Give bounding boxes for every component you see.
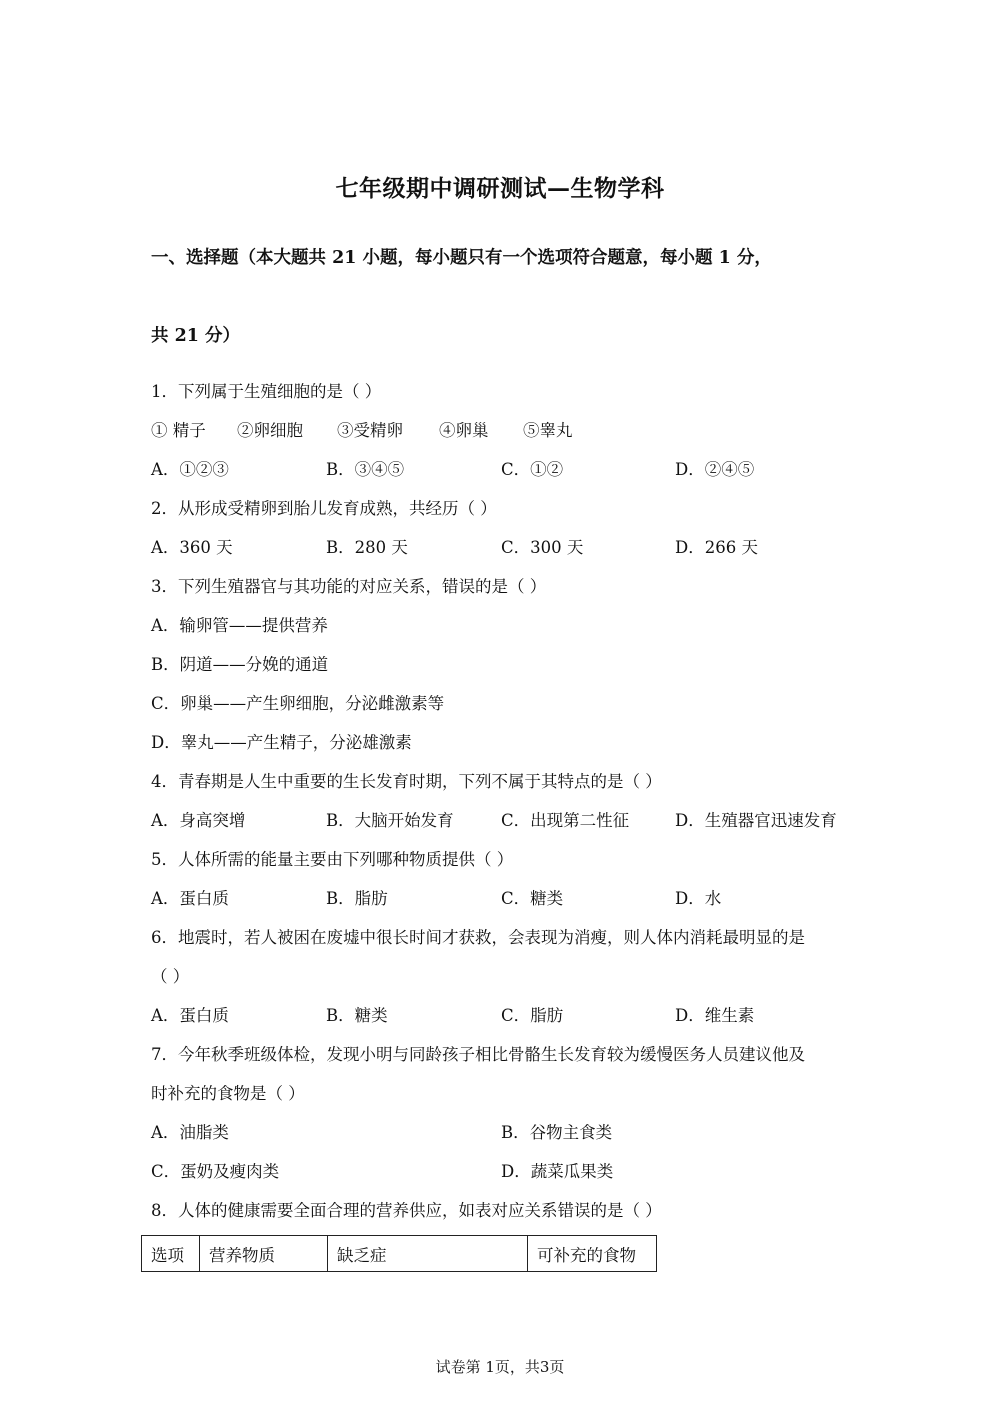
question-2-options [151, 534, 871, 558]
option-d: D．生殖器官迅速发育 [675, 811, 837, 830]
option-c: C．①② [501, 460, 564, 479]
question-6-options [151, 1002, 871, 1026]
question-4-stem: 4．青春期是人生中重要的生长发育时期，下列不属于其特点的是（ ） [151, 772, 662, 791]
option-b: B．糖类 [326, 1006, 388, 1025]
question-1-stem: 1．下列属于生殖细胞的是（ ） [151, 382, 382, 401]
option-c: C．脂肪 [501, 1006, 564, 1025]
question-6-stem-cont: （ ） [151, 967, 190, 986]
question-1-options [151, 456, 871, 480]
option-b: B．谷物主食类 [501, 1123, 613, 1142]
question-8-stem: 8．人体的健康需要全面合理的营养供应，如表对应关系错误的是（ ） [151, 1201, 662, 1220]
option-d: D．睾丸——产生精子，分泌雄激素 [151, 733, 412, 752]
option-c: C．糖类 [501, 889, 564, 908]
option-a: A．蛋白质 [151, 889, 229, 908]
question-2-stem: 2．从形成受精卵到胎儿发育成熟，共经历（ ） [151, 499, 497, 518]
option-a: A．输卵管——提供营养 [151, 616, 328, 635]
option-d: D．维生素 [675, 1006, 755, 1025]
section-heading-line1: 一、选择题（本大题共 21 小题，每小题只有一个选项符合题意，每小题 1 分， [151, 248, 772, 268]
question-1-item: ②卵细胞 [237, 421, 303, 440]
question-7-stem: 7．今年秋季班级体检，发现小明与同龄孩子相比骨骼生长发育较为缓慢医务人员建议他及 [151, 1045, 805, 1064]
page-footer: 试卷第 1页，共3页 [435, 1358, 565, 1376]
question-1-item: ① 精子 [151, 421, 206, 440]
question-7-options-row2 [151, 1158, 871, 1182]
option-a: A．油脂类 [151, 1123, 229, 1142]
option-a: A．身高突增 [151, 811, 246, 830]
question-7-stem-cont: 时补充的食物是（ ） [151, 1084, 305, 1103]
question-7-options-row1 [151, 1119, 871, 1143]
table-header-cell: 缺乏症 [328, 1236, 528, 1272]
question-1-item: ⑤睾丸 [523, 421, 573, 440]
question-3-stem: 3．下列生殖器官与其功能的对应关系，错误的是（ ） [151, 577, 547, 596]
section-heading-line2: 共 21 分） [151, 326, 241, 346]
option-a: A．蛋白质 [151, 1006, 229, 1025]
option-d: D．②④⑤ [675, 460, 755, 479]
option-b: B．大脑开始发育 [326, 811, 454, 830]
option-b: B．280 天 [326, 538, 408, 557]
question-5-stem: 5．人体所需的能量主要由下列哪种物质提供（ ） [151, 850, 514, 869]
table-header-cell: 选项 [142, 1236, 200, 1272]
option-b: B．阴道——分娩的通道 [151, 655, 329, 674]
question-1-item: ③受精卵 [337, 421, 403, 440]
option-c: C．300 天 [501, 538, 584, 557]
option-d: D．蔬菜瓜果类 [501, 1162, 614, 1181]
question-6-stem: 6．地震时，若人被困在废墟中很长时间才获救，会表现为消瘦，则人体内消耗最明显的是 [151, 928, 805, 947]
option-a: A．360 天 [151, 538, 233, 557]
table-header-row [142, 1236, 657, 1272]
option-c: C．出现第二性征 [501, 811, 630, 830]
option-d: D．266 天 [675, 538, 758, 557]
question-5-options [151, 885, 871, 909]
option-b: B．脂肪 [326, 889, 388, 908]
table-header-cell: 可补充的食物 [528, 1236, 657, 1272]
option-c: C．蛋奶及瘦肉类 [151, 1162, 280, 1181]
option-c: C．卵巢——产生卵细胞，分泌雌激素等 [151, 694, 445, 713]
option-b: B．③④⑤ [326, 460, 405, 479]
page-title: 七年级期中调研测试—生物学科 [335, 175, 665, 202]
question-4-options [151, 807, 871, 831]
option-d: D．水 [675, 889, 722, 908]
question-1-item: ④卵巢 [439, 421, 489, 440]
question-1-items [151, 417, 871, 441]
nutrition-table [141, 1235, 657, 1272]
table-header-cell: 营养物质 [200, 1236, 328, 1272]
option-a: A．①②③ [151, 460, 229, 479]
